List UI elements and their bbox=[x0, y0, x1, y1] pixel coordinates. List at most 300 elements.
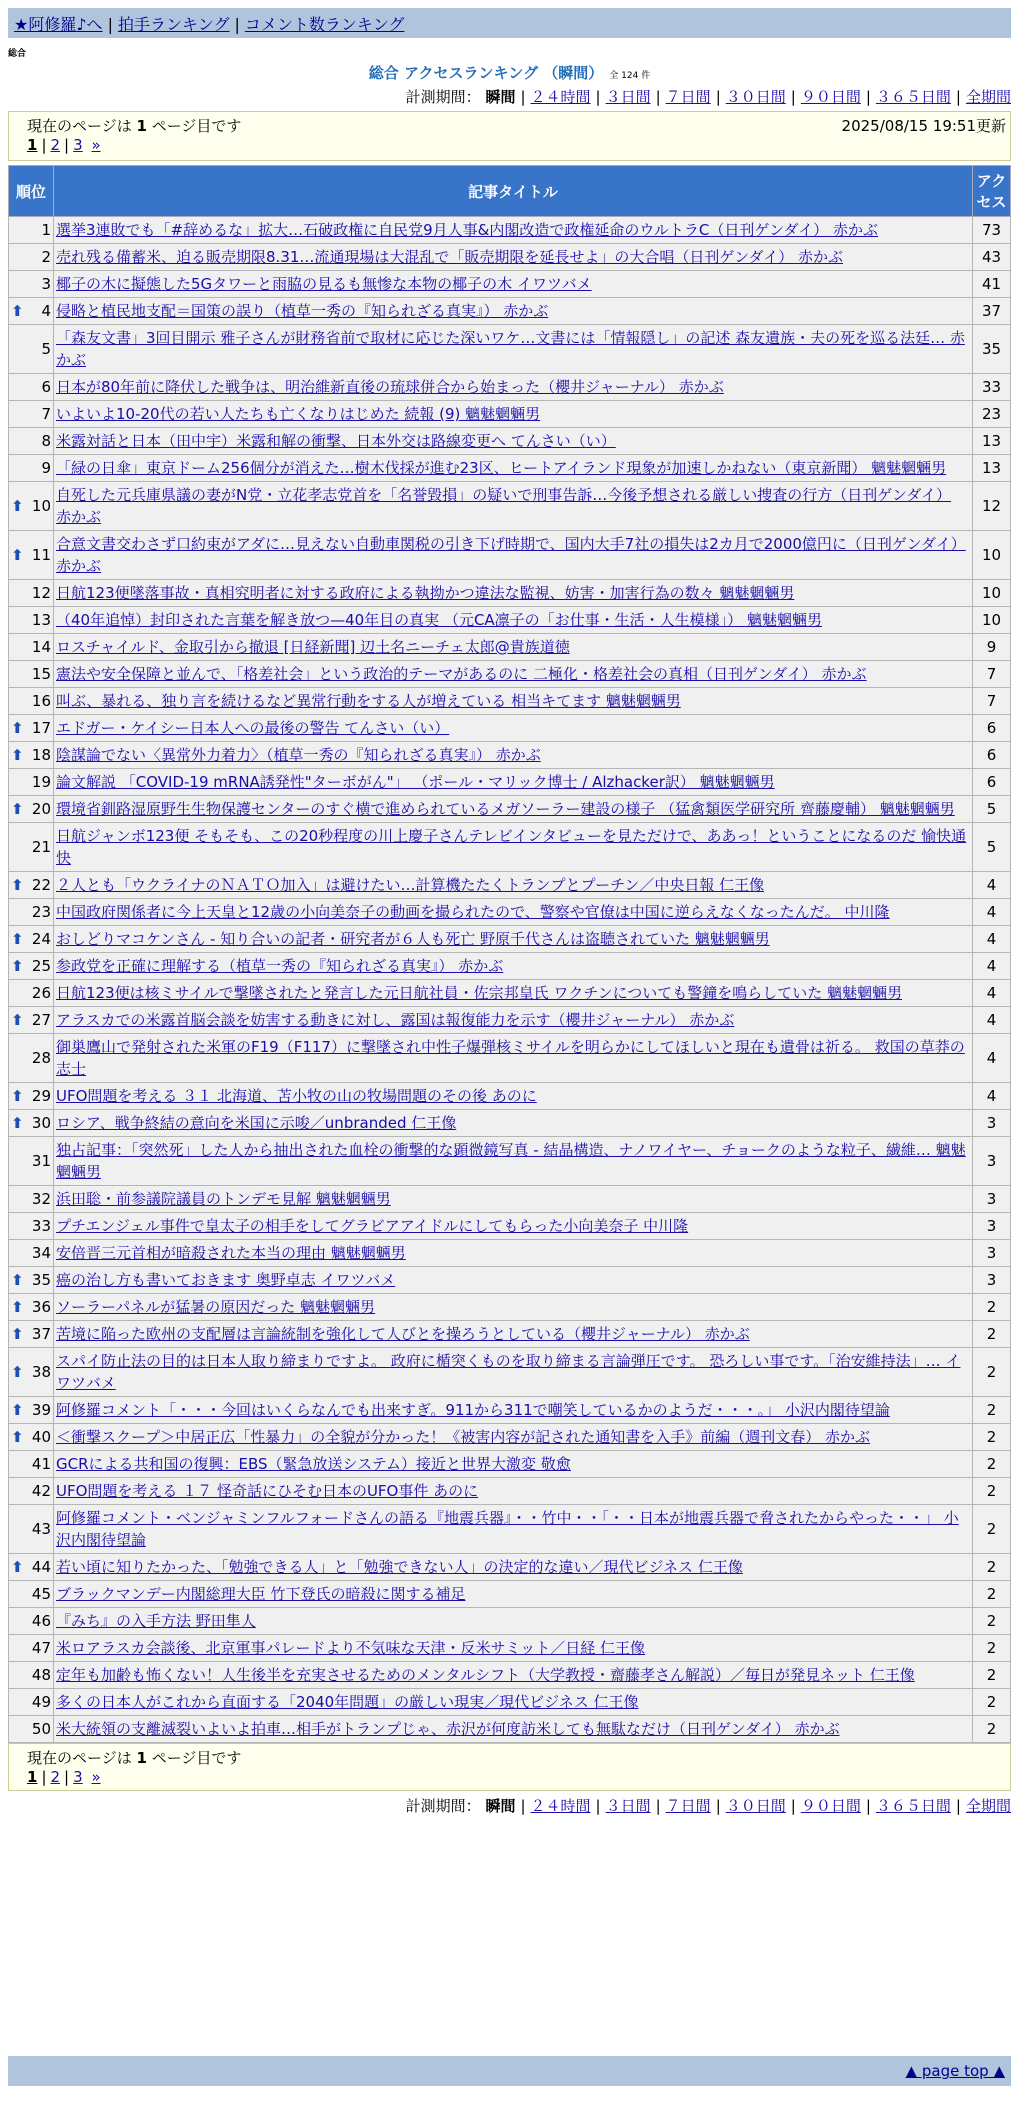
access-count: 9 bbox=[973, 634, 1011, 661]
table-row bbox=[9, 1137, 1011, 1186]
page-top-link[interactable]: ▲ page top ▲ bbox=[905, 2062, 1005, 2080]
rank-cell bbox=[9, 1321, 54, 1348]
page-link[interactable]: 2 bbox=[50, 1768, 61, 1786]
article-link[interactable]: UFO問題を考える ３１ 北海道、苫小牧の山の牧場問題のその後 あのに bbox=[56, 1087, 537, 1105]
rank-number: 21 bbox=[31, 838, 51, 856]
title-cell bbox=[54, 580, 973, 607]
rank-number: 22 bbox=[31, 876, 51, 894]
table-row bbox=[9, 1110, 1011, 1137]
current-page: 1 bbox=[27, 1768, 38, 1786]
title-cell bbox=[54, 661, 973, 688]
table-row bbox=[9, 271, 1011, 298]
rank-number: 19 bbox=[31, 773, 51, 791]
period-link[interactable]: ３６５日間 bbox=[875, 1797, 951, 1815]
access-count: 3 bbox=[973, 1110, 1011, 1137]
article-link[interactable]: 安倍晋三元首相が暗殺された本当の理由 魑魅魍魎男 bbox=[56, 1244, 406, 1262]
rank-cell bbox=[9, 1083, 54, 1110]
table-row bbox=[9, 715, 1011, 742]
access-count: 73 bbox=[973, 217, 1011, 244]
period-selector-bottom bbox=[406, 1795, 1011, 1816]
table-row bbox=[9, 1662, 1011, 1689]
title-cell bbox=[54, 1581, 973, 1608]
up-arrow-icon: ⬆ bbox=[11, 497, 24, 515]
rank-number: 12 bbox=[31, 584, 51, 602]
rank-number: 30 bbox=[31, 1114, 51, 1132]
period-separator: | bbox=[715, 88, 721, 106]
table-row bbox=[9, 980, 1011, 1007]
up-arrow-icon: ⬆ bbox=[11, 876, 24, 894]
next-page-link[interactable]: » bbox=[91, 136, 101, 154]
article-link[interactable]: 選挙3連敗でも「#辞めるな」拡大…石破政権に自民党9月人事&内閣改造で政権延命のウルトラC（日刊ゲンダイ） 赤かぶ bbox=[56, 221, 878, 239]
rank-number: 37 bbox=[31, 1325, 51, 1343]
article-link[interactable]: いよいよ10-20代の若い人たちも亡くなりはじめた 続報 (9) 魑魅魍魎男 bbox=[56, 405, 541, 423]
rank-cell bbox=[9, 531, 54, 580]
table-header-row bbox=[9, 166, 1011, 217]
article-link[interactable]: 売れ残る備蓄米、迫る販売期限8.31…流通現場は大混乱で「販売期限を延長せよ」の大合唱（日刊ゲンダイ） 赤かぶ bbox=[56, 248, 843, 266]
page-status-prefix: 現在のページは bbox=[27, 1749, 132, 1767]
article-link[interactable]: 環境省釧路湿原野生生物保護センターのすぐ横で進められているメガソーラー建設の様子 （猛禽類医学研究所 齊藤慶輔） 魑魅魍魎男 bbox=[56, 800, 955, 818]
rank-cell bbox=[9, 1635, 54, 1662]
updated-timestamp: 2025/08/15 19:51更新 bbox=[841, 117, 1006, 135]
page-links bbox=[27, 1768, 101, 1786]
rank-cell bbox=[9, 742, 54, 769]
rank-cell bbox=[9, 1294, 54, 1321]
rank-number: 34 bbox=[31, 1244, 51, 1262]
rank-cell bbox=[9, 428, 54, 455]
rank-cell bbox=[9, 325, 54, 374]
table-row bbox=[9, 823, 1011, 872]
rank-number: 8 bbox=[41, 432, 51, 450]
article-link[interactable]: 浜田聡・前参議院議員のトンデモ見解 魑魅魍魎男 bbox=[56, 1190, 391, 1208]
period-link[interactable]: ３６５日間 bbox=[875, 88, 951, 106]
pager-bottom bbox=[8, 1743, 1011, 1791]
up-arrow-icon: ⬆ bbox=[11, 1401, 24, 1419]
access-count: 10 bbox=[973, 607, 1011, 634]
title-cell bbox=[54, 1240, 973, 1267]
title-cell bbox=[54, 823, 973, 872]
article-link[interactable]: 参政党を正確に理解する（植草一秀の『知られざる真実』） 赤かぶ bbox=[56, 957, 504, 975]
table-row bbox=[9, 1034, 1011, 1083]
table-row bbox=[9, 217, 1011, 244]
table-row bbox=[9, 1186, 1011, 1213]
rank-cell bbox=[9, 1581, 54, 1608]
title-cell bbox=[54, 1294, 973, 1321]
rank-number: 1 bbox=[41, 221, 51, 239]
period-separator: | bbox=[520, 1797, 526, 1815]
article-link[interactable]: 独占記事：「突然死」した人から抽出された血栓の衝撃的な顕微鏡写真 - 結晶構造、ナノワイヤー、チョークのような粒子、繊維… 魑魅魍魎男 bbox=[56, 1141, 966, 1181]
access-count: 4 bbox=[973, 1007, 1011, 1034]
article-link[interactable]: 日航123便は核ミサイルで撃墜されたと発言した元日航社員・佐宗邦皇氏 ワクチンについても警鐘を鳴らしていた 魑魅魍魎男 bbox=[56, 984, 903, 1002]
up-arrow-icon: ⬆ bbox=[11, 546, 24, 564]
table-row bbox=[9, 374, 1011, 401]
rank-cell bbox=[9, 634, 54, 661]
rank-number: 9 bbox=[41, 459, 51, 477]
total-count: 全 124 件 bbox=[609, 71, 651, 81]
rank-cell bbox=[9, 244, 54, 271]
article-link[interactable]: 陰謀論でない〈異常外力着力〉（植草一秀の『知られざる真実』） 赤かぶ bbox=[56, 746, 541, 764]
table-row bbox=[9, 872, 1011, 899]
title-cell bbox=[54, 401, 973, 428]
title-cell bbox=[54, 1635, 973, 1662]
period-link[interactable]: ７日間 bbox=[665, 1797, 711, 1815]
article-link[interactable]: 阿修羅コメント「・・・今回はいくらなんでも出来すぎ。911から311で嘲笑しているかのようだ・・・。」 小沢内閣待望論 bbox=[56, 1401, 890, 1419]
article-link[interactable]: おしどりマコケンさん - 知り合いの記者・研究者が６人も死亡 野原千代さんは盗聴されていた 魑魅魍魎男 bbox=[56, 930, 770, 948]
period-selector-top bbox=[406, 86, 1011, 107]
rank-number: 16 bbox=[31, 692, 51, 710]
access-count: 6 bbox=[973, 742, 1011, 769]
table-row bbox=[9, 1478, 1011, 1505]
rank-number: 25 bbox=[31, 957, 51, 975]
title-cell bbox=[54, 1505, 973, 1554]
period-label: 計測期間： bbox=[405, 1797, 481, 1815]
header-title: 記事タイトル bbox=[54, 166, 973, 217]
title-cell bbox=[54, 742, 973, 769]
article-link[interactable]: 中国政府関係者に今上天皇と12歳の小向美奈子の動画を撮られたので、警察や官僚は中国に逆らえなくなったんだ。 中川隆 bbox=[56, 903, 890, 921]
rank-cell bbox=[9, 980, 54, 1007]
period-separator: | bbox=[655, 88, 661, 106]
title-cell bbox=[54, 926, 973, 953]
access-count: 3 bbox=[973, 1213, 1011, 1240]
access-count: 5 bbox=[973, 796, 1011, 823]
article-link[interactable]: スパイ防止法の目的は日本人取り締まりですよ。 政府に楯突くものを取り締まる言論弾圧です。 恐ろしい事です。「治安維持法」… イワツバメ bbox=[56, 1352, 961, 1392]
article-link[interactable]: アラスカでの米露首脳会談を妨害する動きに対し、露国は報復能力を示す（櫻井ジャーナル） 赤かぶ bbox=[56, 1011, 735, 1029]
title-cell bbox=[54, 634, 973, 661]
rank-number: 44 bbox=[31, 1558, 51, 1576]
article-link[interactable]: 苦境に陥った欧州の支配層は言論統制を強化して人びとを操ろうとしている（櫻井ジャーナル） 赤かぶ bbox=[56, 1325, 750, 1343]
article-link[interactable]: 合意文書交わさず口約束がアダに…見えない自動車関税の引き下げ時期で、国内大手7社の損失は2カ月で2000億円に（日刊ゲンダイ） 赤かぶ bbox=[56, 535, 966, 575]
access-count: 2 bbox=[973, 1635, 1011, 1662]
rank-number: 17 bbox=[31, 719, 51, 737]
article-link[interactable]: 若い頃に知りたかった、「勉強できる人」と「勉強できない人」の決定的な違い／現代ビジネス 仁王像 bbox=[56, 1558, 743, 1576]
page-status-suffix: ページ目です bbox=[151, 1749, 242, 1767]
rank-cell bbox=[9, 1424, 54, 1451]
article-link[interactable]: GCRによる共和国の復興：EBS（緊急放送システム）接近と世界大激変 敬愈 bbox=[56, 1455, 571, 1473]
up-arrow-icon: ⬆ bbox=[11, 746, 24, 764]
table-row bbox=[9, 1397, 1011, 1424]
period-link[interactable]: ９０日間 bbox=[800, 1797, 861, 1815]
access-count: 2 bbox=[973, 1689, 1011, 1716]
header-rank: 順位 bbox=[9, 166, 54, 217]
period-link[interactable]: 全期間 bbox=[965, 88, 1011, 106]
table-row bbox=[9, 428, 1011, 455]
article-link[interactable]: エドガー・ケイシー日本人への最後の警告 てんさい（い） bbox=[56, 719, 450, 737]
access-count: 37 bbox=[973, 298, 1011, 325]
rank-number: 42 bbox=[31, 1482, 51, 1500]
access-count: 7 bbox=[973, 688, 1011, 715]
table-row bbox=[9, 1635, 1011, 1662]
article-link[interactable]: 椰子の木に擬態した5Gタワーと雨脇の見るも無惨な本物の椰子の木 イワツバメ bbox=[56, 275, 592, 293]
access-count: 10 bbox=[973, 531, 1011, 580]
rank-number: 7 bbox=[41, 405, 51, 423]
period-separator: | bbox=[520, 88, 526, 106]
access-count: 10 bbox=[973, 580, 1011, 607]
rank-number: 50 bbox=[31, 1720, 51, 1738]
article-link[interactable]: ソーラーパネルが猛暑の原因だった 魑魅魍魎男 bbox=[56, 1298, 376, 1316]
title-cell bbox=[54, 1110, 973, 1137]
article-link[interactable]: 定年も加齢も怖くない！人生後半を充実させるためのメンタルシフト（大学教授・齋藤孝さん解説）／毎日が発見ネット 仁王像 bbox=[56, 1666, 915, 1684]
article-link[interactable]: ロスチャイルド、金取引から撤退 [日経新聞] 辺土名ニーチェ太郎@貴族道徳 bbox=[56, 638, 570, 656]
table-row bbox=[9, 688, 1011, 715]
up-arrow-icon: ⬆ bbox=[11, 1087, 24, 1105]
article-link[interactable]: ２人とも「ウクライナのＮＡＴＯ加入」は避けたい…計算機たたくトランプとプーチン／中央日報 仁王像 bbox=[56, 876, 765, 894]
table-row bbox=[9, 325, 1011, 374]
comment-ranking-link[interactable]: コメント数ランキング bbox=[244, 15, 405, 34]
period-link[interactable]: ２４時間 bbox=[530, 1797, 591, 1815]
access-count: 4 bbox=[973, 980, 1011, 1007]
up-arrow-icon: ⬆ bbox=[11, 800, 24, 818]
up-arrow-icon: ⬆ bbox=[11, 930, 24, 948]
home-link[interactable]: ★阿修羅♪へ bbox=[14, 15, 103, 34]
table-row bbox=[9, 661, 1011, 688]
access-count: 2 bbox=[973, 1397, 1011, 1424]
page-link[interactable]: 2 bbox=[50, 136, 61, 154]
page-links bbox=[27, 136, 101, 154]
title-cell bbox=[54, 872, 973, 899]
title-cell bbox=[54, 1186, 973, 1213]
period-link[interactable]: ３０日間 bbox=[725, 88, 786, 106]
title-cell bbox=[54, 1213, 973, 1240]
access-count: 23 bbox=[973, 401, 1011, 428]
title-cell bbox=[54, 1689, 973, 1716]
title-cell bbox=[54, 715, 973, 742]
article-link[interactable]: 多くの日本人がこれから直面する「2040年問題」の厳しい現実／現代ビジネス 仁王像 bbox=[56, 1693, 639, 1711]
access-count: 2 bbox=[973, 1424, 1011, 1451]
article-link[interactable]: 「森友文書」3回目開示 雅子さんが財務省前で取材に応じた深いワケ…文書には「情報隠し」の記述 森友遺族・夫の死を巡る法廷… 赤かぶ bbox=[56, 329, 965, 369]
rank-cell bbox=[9, 1240, 54, 1267]
title-cell bbox=[54, 607, 973, 634]
rank-number: 29 bbox=[31, 1087, 51, 1105]
period-separator: | bbox=[865, 88, 871, 106]
clap-ranking-link[interactable]: 拍手ランキング bbox=[117, 15, 230, 34]
rank-number: 40 bbox=[31, 1428, 51, 1446]
rank-number: 20 bbox=[31, 800, 51, 818]
page-separator: | bbox=[64, 1768, 70, 1786]
rank-number: 27 bbox=[31, 1011, 51, 1029]
table-row bbox=[9, 1007, 1011, 1034]
title-cell bbox=[54, 1267, 973, 1294]
rank-number: 26 bbox=[31, 984, 51, 1002]
table-row bbox=[9, 1240, 1011, 1267]
rank-cell bbox=[9, 1213, 54, 1240]
article-link[interactable]: 憲法や安全保障と並んで、「格差社会」という政治的テーマがあるのに 二極化・格差社会の真相（日刊ゲンダイ） 赤かぶ bbox=[56, 665, 867, 683]
article-link[interactable]: 癌の治し方も書いておきます 奥野卓志 イワツバメ bbox=[56, 1271, 396, 1289]
period-separator: | bbox=[790, 88, 796, 106]
access-count: 33 bbox=[973, 374, 1011, 401]
title-cell bbox=[54, 1034, 973, 1083]
period-link[interactable]: ３日間 bbox=[605, 1797, 651, 1815]
table-row bbox=[9, 742, 1011, 769]
article-link[interactable]: プチエンジェル事件で皇太子の相手をしてグラビアアイドルにしてもらった小向美奈子 中川隆 bbox=[56, 1217, 689, 1235]
rank-number: 28 bbox=[31, 1049, 51, 1067]
title-cell bbox=[54, 1424, 973, 1451]
table-row bbox=[9, 1608, 1011, 1635]
period-link[interactable]: ７日間 bbox=[665, 88, 711, 106]
article-link[interactable]: ロシア、戦争終結の意向を米国に示唆／unbranded 仁王像 bbox=[56, 1114, 457, 1132]
up-arrow-icon: ⬆ bbox=[11, 1271, 24, 1289]
rank-number: 13 bbox=[31, 611, 51, 629]
article-link[interactable]: 米ロアラスカ会談後、北京軍事パレードより不気味な天津・反米サミット／日経 仁王像 bbox=[56, 1639, 646, 1657]
access-count: 3 bbox=[973, 1186, 1011, 1213]
article-link[interactable]: 論文解説 「COVID-19 mRNA誘発性"ターボがん"」 （ポール・マリック博士 / Alzhacker訳） 魑魅魍魎男 bbox=[56, 773, 775, 791]
page-status-suffix: ページ目です bbox=[151, 117, 242, 135]
rank-cell bbox=[9, 953, 54, 980]
up-arrow-icon: ⬆ bbox=[11, 1558, 24, 1576]
article-link[interactable]: UFO問題を考える １７ 怪奇話にひそむ日本のUFO事件 あのに bbox=[56, 1482, 479, 1500]
up-arrow-icon: ⬆ bbox=[11, 1011, 24, 1029]
table-row bbox=[9, 580, 1011, 607]
period-separator: | bbox=[955, 1797, 961, 1815]
title-cell bbox=[54, 899, 973, 926]
table-row bbox=[9, 1321, 1011, 1348]
title-cell bbox=[54, 482, 973, 531]
rank-cell bbox=[9, 1451, 54, 1478]
period-link[interactable]: ３日間 bbox=[605, 88, 651, 106]
title-cell bbox=[54, 1662, 973, 1689]
access-count: 2 bbox=[973, 1554, 1011, 1581]
access-count: 4 bbox=[973, 953, 1011, 980]
nav-separator: | bbox=[107, 15, 113, 34]
rank-number: 24 bbox=[31, 930, 51, 948]
access-count: 2 bbox=[973, 1716, 1011, 1743]
table-row bbox=[9, 1505, 1011, 1554]
title-cell bbox=[54, 1554, 973, 1581]
rank-cell bbox=[9, 688, 54, 715]
article-link[interactable]: 自死した元兵庫県議の妻がN党・立花孝志党首を「名誉毀損」の疑いで刑事告訴…今後予想される厳しい捜査の行方（日刊ゲンダイ） 赤かぶ bbox=[56, 486, 952, 526]
access-count: 6 bbox=[973, 769, 1011, 796]
article-link[interactable]: 日航ジャンボ123便 そもそも、この20秒程度の川上慶子さんテレビインタビューを見ただけで、ああっ！ということになるのだ 愉快通快 bbox=[56, 827, 967, 867]
pager-top bbox=[8, 111, 1011, 161]
article-link[interactable]: ＜衝撃スクープ＞中居正広「性暴力」の全貌が分かった！《被害内容が記された通知書を入手》前編（週刊文春） 赤かぶ bbox=[56, 1428, 871, 1446]
period-link[interactable]: 全期間 bbox=[965, 1797, 1011, 1815]
table-row bbox=[9, 482, 1011, 531]
article-link[interactable]: ブラックマンデー内閣総理大臣 竹下登氏の暗殺に関する補足 bbox=[56, 1585, 466, 1603]
rank-cell bbox=[9, 1662, 54, 1689]
article-link[interactable]: 『みち』の入手方法 野田隼人 bbox=[56, 1612, 256, 1630]
rank-number: 15 bbox=[31, 665, 51, 683]
period-separator: | bbox=[865, 1797, 871, 1815]
rank-number: 3 bbox=[41, 275, 51, 293]
table-row bbox=[9, 1213, 1011, 1240]
rank-cell bbox=[9, 482, 54, 531]
article-link[interactable]: （40年追悼）封印された言葉を解き放つ—40年目の真実 （元CA凛子の「お仕事・生活・人生模様」） 魑魅魍魎男 bbox=[56, 611, 822, 629]
rank-cell bbox=[9, 715, 54, 742]
ranking-table bbox=[8, 165, 1011, 1743]
rank-cell bbox=[9, 401, 54, 428]
table-row bbox=[9, 1689, 1011, 1716]
period-current: 瞬間 bbox=[485, 88, 516, 106]
title-cell bbox=[54, 298, 973, 325]
rank-cell bbox=[9, 661, 54, 688]
rank-cell bbox=[9, 796, 54, 823]
period-link[interactable]: ２４時間 bbox=[530, 88, 591, 106]
access-count: 4 bbox=[973, 872, 1011, 899]
article-link[interactable]: 日航123便墜落事故・真相究明者に対する政府による執拗かつ違法な監視、妨害・加害行為の数々 魑魅魍魎男 bbox=[56, 584, 795, 602]
rank-cell bbox=[9, 769, 54, 796]
period-link[interactable]: ３０日間 bbox=[725, 1797, 786, 1815]
access-count: 4 bbox=[973, 1034, 1011, 1083]
rank-cell bbox=[9, 1397, 54, 1424]
page-title: 総合 アクセスランキング （瞬間） bbox=[368, 64, 604, 82]
period-current: 瞬間 bbox=[485, 1797, 516, 1815]
access-count: 3 bbox=[973, 1240, 1011, 1267]
article-link[interactable]: 御巣鷹山で発射された米軍のF19（F117）に撃墜され中性子爆弾核ミサイルを明らかにしてほしいと現在も遺骨は祈る。 救国の草莽の志士 bbox=[56, 1038, 965, 1078]
rank-cell bbox=[9, 1505, 54, 1554]
access-count: 13 bbox=[973, 428, 1011, 455]
ranking-table-body bbox=[9, 217, 1011, 1743]
rank-number: 32 bbox=[31, 1190, 51, 1208]
access-count: 6 bbox=[973, 715, 1011, 742]
page-status bbox=[27, 115, 241, 136]
page-separator: | bbox=[64, 136, 70, 154]
up-arrow-icon: ⬆ bbox=[11, 719, 24, 737]
page-link[interactable]: 3 bbox=[73, 1768, 83, 1786]
article-link[interactable]: 日本が80年前に降伏した戦争は、明治維新直後の琉球併合から始まった（櫻井ジャーナル） 赤かぶ bbox=[56, 378, 724, 396]
period-separator: | bbox=[595, 88, 601, 106]
article-link[interactable]: 「緑の日傘」東京ドーム256個分が消えた…樹木伐採が進む23区、ヒートアイランド現象が加速しかねない（東京新聞） 魑魅魍魎男 bbox=[56, 459, 947, 477]
rank-cell bbox=[9, 1007, 54, 1034]
rank-number: 23 bbox=[31, 903, 51, 921]
title-cell bbox=[54, 1716, 973, 1743]
article-link[interactable]: 阿修羅コメント・ベンジャミンフルフォードさんの語る『地震兵器』・・竹中・・「・・日本が地震兵器で脅されたからやった・・」 小沢内閣待望論 bbox=[56, 1509, 959, 1549]
nav-separator: | bbox=[234, 15, 240, 34]
title-cell bbox=[54, 1451, 973, 1478]
title-cell bbox=[54, 1478, 973, 1505]
title-cell bbox=[54, 980, 973, 1007]
table-row bbox=[9, 1348, 1011, 1397]
rank-cell bbox=[9, 1348, 54, 1397]
access-count: 4 bbox=[973, 899, 1011, 926]
article-link[interactable]: 叫ぶ、暴れる、独り言を続けるなど異常行動をする人が増えている 相当キてます 魑魅魍魎男 bbox=[56, 692, 681, 710]
rank-number: 14 bbox=[31, 638, 51, 656]
title-cell bbox=[54, 688, 973, 715]
access-count: 2 bbox=[973, 1581, 1011, 1608]
header-access: アクセス bbox=[973, 166, 1011, 217]
access-count: 4 bbox=[973, 926, 1011, 953]
rank-cell bbox=[9, 580, 54, 607]
rank-number: 10 bbox=[31, 497, 51, 515]
article-link[interactable]: 米露対話と日本（田中宇）米露和解の衝撃、日本外交は路線変更へ てんさい（い） bbox=[56, 432, 616, 450]
table-row bbox=[9, 899, 1011, 926]
title-cell bbox=[54, 1137, 973, 1186]
title-cell bbox=[54, 455, 973, 482]
table-row bbox=[9, 1554, 1011, 1581]
article-link[interactable]: 米大統領の支離滅裂いよいよ拍車…相手がトランプじゃ、赤沢が何度訪米しても無駄なだけ（日刊ゲンダイ） 赤かぶ bbox=[56, 1720, 840, 1738]
table-row bbox=[9, 298, 1011, 325]
period-label: 計測期間： bbox=[405, 88, 481, 106]
next-page-link[interactable]: » bbox=[91, 1768, 101, 1786]
rank-number: 45 bbox=[31, 1585, 51, 1603]
rank-number: 41 bbox=[31, 1455, 51, 1473]
rank-number: 6 bbox=[41, 378, 51, 396]
rank-cell bbox=[9, 926, 54, 953]
article-link[interactable]: 侵略と植民地支配＝国策の誤り（植草一秀の『知られざる真実』） 赤かぶ bbox=[56, 302, 549, 320]
period-link[interactable]: ９０日間 bbox=[800, 88, 861, 106]
up-arrow-icon: ⬆ bbox=[11, 302, 24, 320]
page-status-prefix: 現在のページは bbox=[27, 117, 132, 135]
period-separator: | bbox=[790, 1797, 796, 1815]
table-row bbox=[9, 953, 1011, 980]
table-row bbox=[9, 607, 1011, 634]
access-count: 3 bbox=[973, 1267, 1011, 1294]
title-cell bbox=[54, 217, 973, 244]
page-link[interactable]: 3 bbox=[73, 136, 83, 154]
title-cell bbox=[54, 1083, 973, 1110]
rank-number: 48 bbox=[31, 1666, 51, 1684]
period-separator: | bbox=[655, 1797, 661, 1815]
title-cell bbox=[54, 1007, 973, 1034]
page-status bbox=[27, 1747, 241, 1768]
up-arrow-icon: ⬆ bbox=[11, 1298, 24, 1316]
